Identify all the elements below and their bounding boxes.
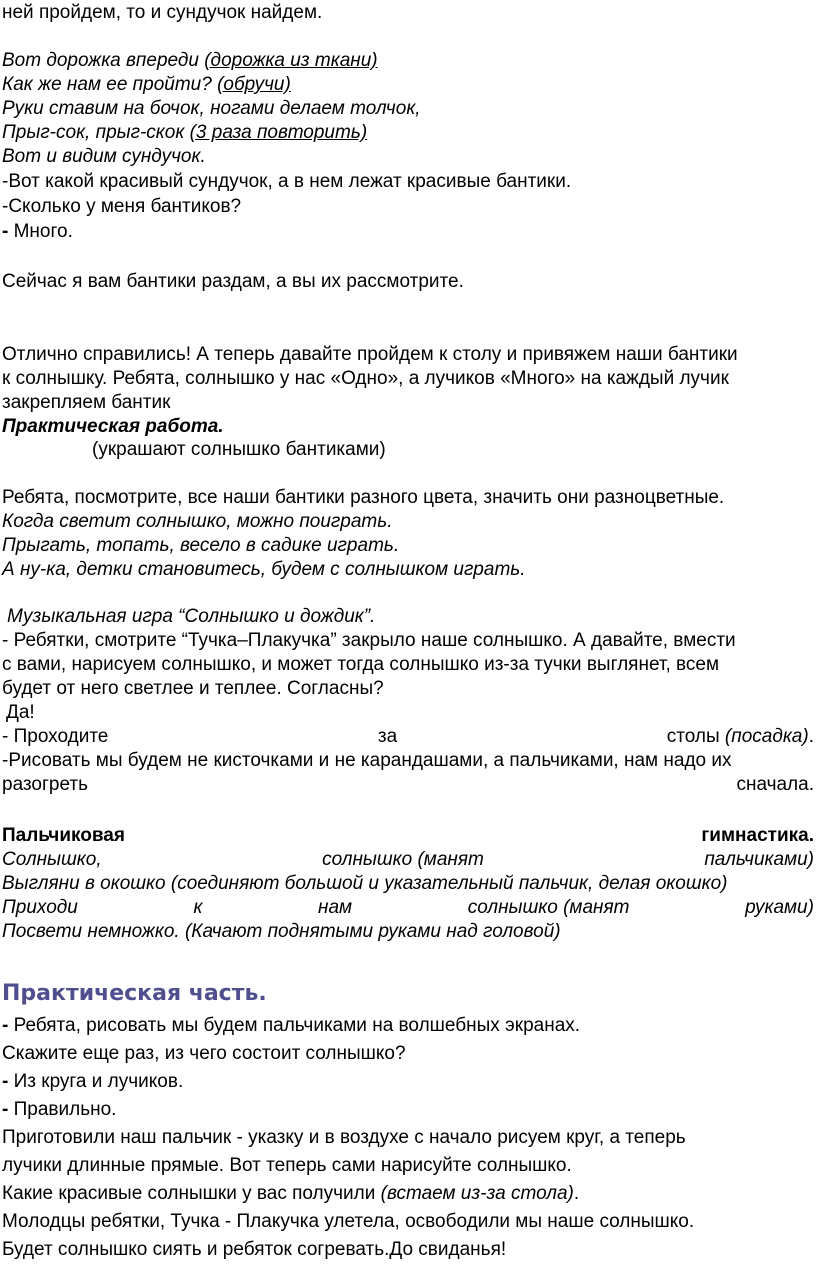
dash-marker: - [2, 1099, 14, 1120]
text-line: Ребята, посмотрите, все наши бантики разного цвета, значить они разноцветные. [2, 487, 725, 508]
text-line [2, 220, 814, 243]
text-line [2, 773, 814, 796]
text-line [2, 1098, 814, 1121]
punctuation: . [573, 1183, 580, 1204]
word: пальчиками) [704, 849, 814, 870]
poem-line [2, 896, 814, 919]
text-line: Будет солнышко сиять и ребяток согревать.До свиданья! [2, 1239, 507, 1260]
word-group [667, 725, 814, 748]
text-line: Молодцы ребятки, Тучка - Плакучка улетела, освободили мы наше солнышко. [2, 1211, 695, 1232]
section-title: Практическая работа. [2, 416, 224, 437]
stage-note: (обручи) [217, 74, 291, 95]
word: Солнышко, [2, 849, 102, 870]
word: разогреть [2, 774, 89, 795]
text-line [2, 1014, 814, 1037]
word: сначала. [736, 774, 814, 795]
section-heading: Практическая часть. [2, 981, 267, 1006]
text-line: лучики длинные прямые. Вот теперь сами нарисуйте солнышко. [2, 1155, 572, 1176]
text-line: закрепляем бантик [2, 392, 171, 413]
punctuation: . [808, 726, 814, 747]
text-line: Отлично справились! А теперь давайте пройдем к столу и привяжем наши бантики [2, 344, 738, 365]
stage-note: (3 раза повторить) [189, 122, 368, 143]
stage-note: (встаем из-за стола) [380, 1183, 574, 1204]
word: Пальчиковая [2, 825, 125, 846]
text-line: с вами, нарисуем солнышко, и может тогда солнышко из-за тучки выглянет, всем [2, 654, 720, 675]
poem-text: Вот дорожка впереди [2, 50, 205, 71]
poem-line: Когда светит солнышко, можно поиграть. [2, 511, 393, 532]
dash-marker: - [2, 221, 14, 242]
reply-text: Много. [13, 221, 73, 242]
word: солнышко (манят [467, 897, 630, 918]
word: - Проходите [2, 726, 109, 747]
poem-line: Посвети немножко. (Качают поднятыми руками над головой) [2, 921, 561, 942]
text-line: -Рисовать мы будем не кисточками и не карандашами, а пальчиками, нам надо их [2, 750, 732, 771]
text-line: будет от него светлее и теплее. Согласны? [2, 678, 384, 699]
text-line: к солнышку. Ребята, солнышко у нас «Одно», а лучиков «Много» на каждый лучик [2, 368, 729, 389]
poem-line: Прыгать, топать, весело в садике играть. [2, 535, 400, 556]
poem-line [2, 49, 814, 72]
word: солнышко (манят [322, 849, 484, 870]
text-line: Да! [6, 702, 35, 723]
section-title [2, 824, 814, 847]
text-line: ней пройдем, то и сундучок найдем. [2, 2, 323, 23]
text-line: Приготовили наш пальчик - указку и в воздухе с начало рисуем круг, а теперь [2, 1127, 686, 1148]
text-line: Скажите еще раз, из чего состоит солнышко? [2, 1043, 406, 1064]
poem-line [2, 73, 814, 96]
line-text: Из круга и лучиков. [13, 1071, 184, 1092]
text-line [2, 725, 814, 748]
dash-marker: - [2, 1071, 14, 1092]
text-line [2, 1070, 814, 1093]
line-text: Какие красивые солнышки у вас получили [2, 1183, 381, 1204]
poem-line: Выгляни в окошко (соединяют большой и указательный пальчик, делая окошко) [2, 873, 728, 894]
stage-note: (украшают солнышко бантиками) [92, 439, 386, 460]
poem-text: Как же нам ее пройти? [2, 74, 218, 95]
word: гимнастика. [701, 825, 814, 846]
word: Приходи [2, 897, 78, 918]
text-line [2, 1182, 814, 1205]
dash-marker: - [2, 1015, 14, 1036]
text-line: Сейчас я вам бантики раздам, а вы их рассмотрите. [2, 271, 464, 292]
text-line: -Вот какой красивый сундучок, а в нем лежат красивые бантики. [2, 171, 572, 192]
stage-note: (дорожка из ткани) [204, 50, 378, 71]
poem-line [2, 121, 814, 144]
poem-line: А ну-ка, детки становитесь, будем с солнышком играть. [2, 559, 526, 580]
word: к [193, 897, 203, 918]
line-text: Правильно. [13, 1099, 117, 1120]
word: нам [318, 897, 353, 918]
word: за [377, 726, 398, 747]
poem-line: Руки ставим на бочок, ногами делаем толчок, [2, 98, 421, 119]
game-title: Музыкальная игра “Солнышко и дождик”. [7, 606, 376, 627]
text-line: -Сколько у меня бантиков? [2, 196, 242, 217]
poem-line: Вот и видим сундучок. [2, 146, 206, 167]
stage-note: (посадка) [724, 726, 809, 747]
poem-text: Прыг-сок, прыг-скок [2, 122, 190, 143]
text-line: - Ребятки, смотрите “Тучка–Плакучка” закрыло наше солнышко. А давайте, вмести [2, 630, 736, 651]
word: руками) [745, 897, 814, 918]
line-text: Ребята, рисовать мы будем пальчиками на волшебных экранах. [13, 1015, 581, 1036]
poem-line [2, 848, 814, 871]
word: столы [666, 726, 725, 747]
